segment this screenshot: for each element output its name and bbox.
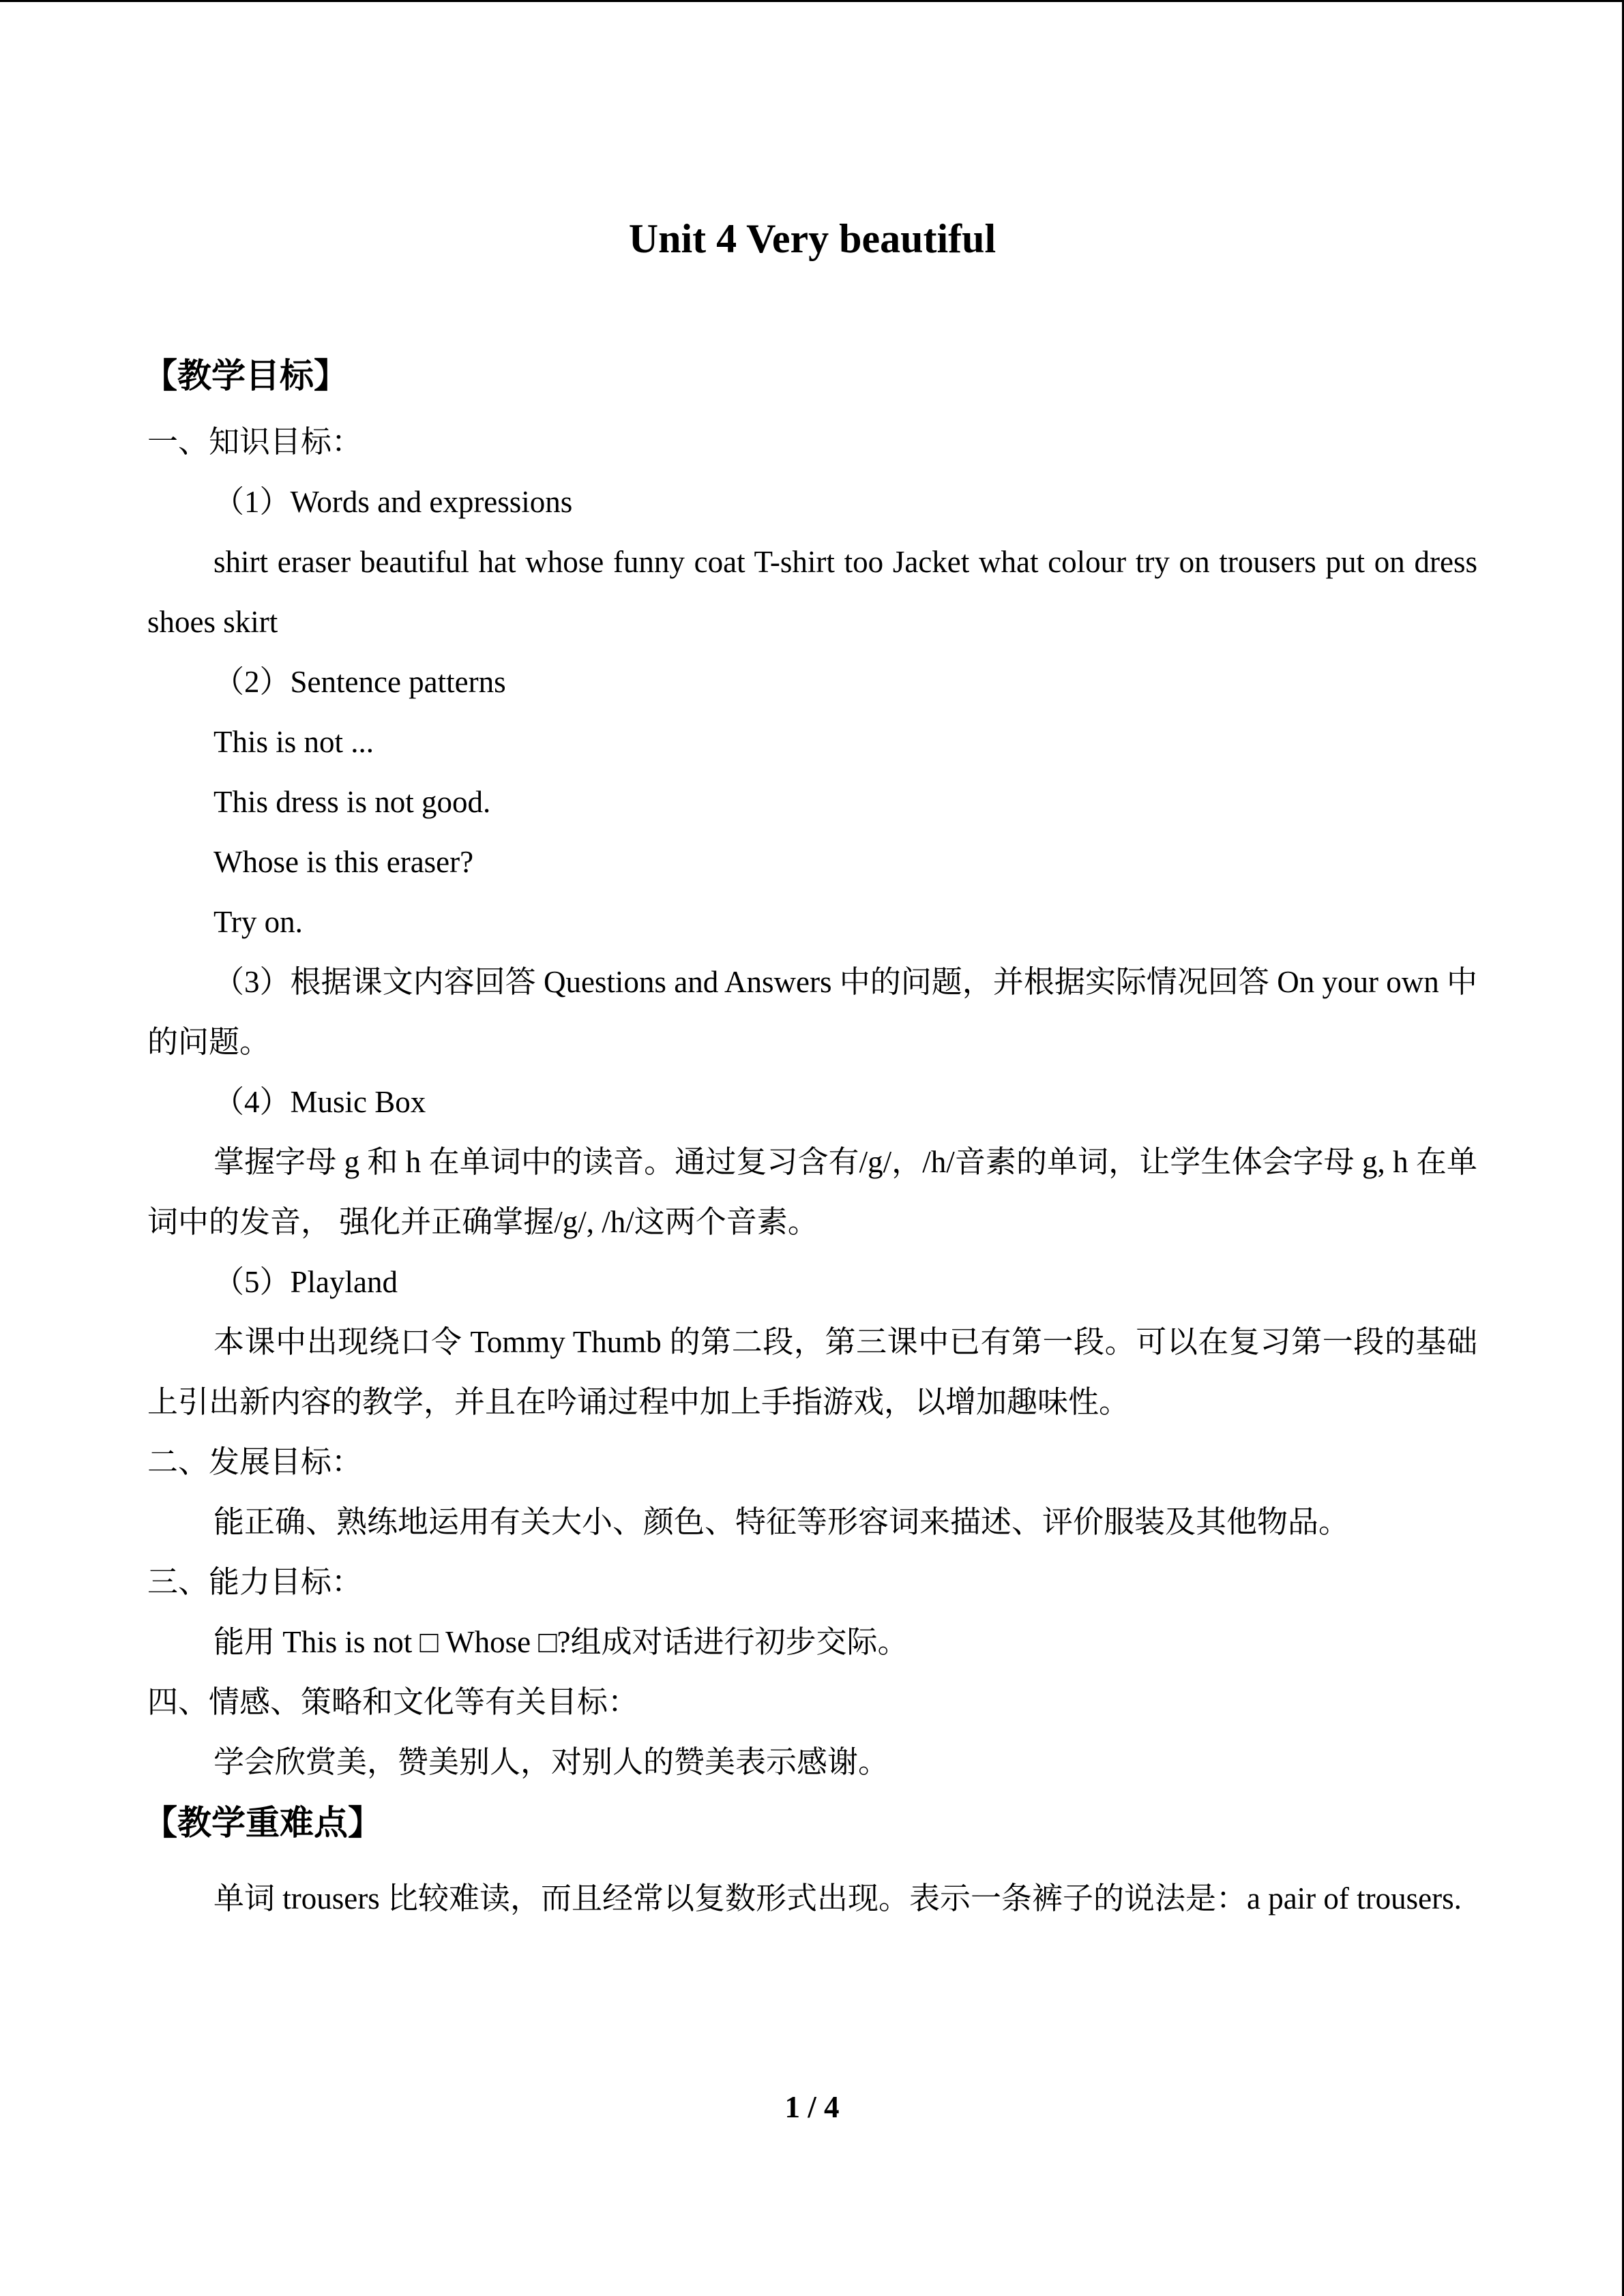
document-title: Unit 4 Very beautiful: [628, 216, 996, 261]
section-heading-objectives: 【教学目标】: [143, 356, 348, 396]
sentence-pattern-line: Try on.: [213, 905, 303, 939]
document-page: [143, 211, 1477, 1930]
item-1-text: shirt eraser beautiful hat whose funny coat T-shirt too Jacket what colour try on trousers put on dress shoes skirt: [147, 545, 1477, 639]
item-2-label: （2）Sentence patterns: [213, 665, 506, 699]
section-heading-key-points: 【教学重难点】: [143, 1803, 382, 1843]
development-text: 能正确、熟练地运用有关大小、颜色、特征等形容词来描述、评价服装及其他物品。: [213, 1505, 1350, 1539]
item-5-label: （5）Playland: [213, 1265, 398, 1299]
sentence-pattern-line: This is not ...: [213, 725, 374, 759]
item-4-label: （4）Music Box: [213, 1085, 426, 1119]
item-1-label: （1）Words and expressions: [213, 485, 573, 519]
sentence-pattern-line: Whose is this eraser?: [213, 845, 474, 879]
emotion-heading: 四、情感、策略和文化等有关目标：: [147, 1685, 639, 1719]
page-number: 1 / 4: [784, 2090, 840, 2124]
sentence-pattern-line: This dress is not good.: [213, 785, 491, 819]
development-heading: 二、发展目标：: [147, 1445, 363, 1479]
item-3-text: （3）根据课文内容回答 Questions and Answers 中的问题，并根据实际情况回答 On your own 中的问题。: [147, 965, 1477, 1059]
ability-heading: 三、能力目标：: [147, 1565, 363, 1599]
item-5-text: 本课中出现绕口令 Tommy Thumb 的第二段，第三课中已有第一段。可以在复习第一段的基础上引出新内容的教学，并且在吟诵过程中加上手指游戏，以增加趣味性。: [147, 1325, 1477, 1419]
knowledge-heading: 一、知识目标：: [147, 425, 363, 459]
spacer: [147, 1792, 1477, 1799]
item-4-text: 掌握字母 g 和 h 在单词中的读音。通过复习含有/g/，/h/音素的单词，让学生体会字母 g, h 在单词中的发音， 强化并正确掌握/g/, /h/这两个音素。: [147, 1145, 1477, 1239]
emotion-text: 学会欣赏美，赞美别人，对别人的赞美表示感谢。: [213, 1745, 889, 1779]
ability-text: 能用 This is not □ Whose □?组成对话进行初步交际。: [213, 1625, 909, 1659]
key-points-text: 单词 trousers 比较难读，而且经常以复数形式出现。表示一条裤子的说法是：a pair of trousers.: [213, 1881, 1462, 1915]
top-border-line: [0, 0, 1624, 2]
